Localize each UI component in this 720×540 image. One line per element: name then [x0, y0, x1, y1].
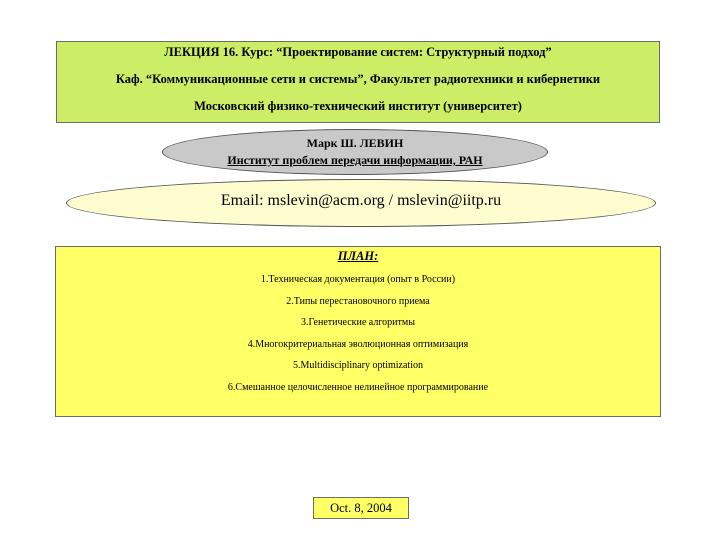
plan-item: 6.Смешанное целочисленное нелинейное программирование	[227, 381, 489, 393]
plan-item: 5.Multidisciplinary optimization	[293, 360, 423, 372]
plan-item: 1.Техническая документация (опыт в России)	[260, 274, 456, 285]
university-line: Московский физико-технический институт (университет)	[194, 99, 522, 113]
plan-item: 2.Типы перестановочного приема	[286, 295, 430, 307]
date-box: Oct. 8, 2004	[313, 497, 409, 519]
plan-item: 3.Генетические алгоритмы	[301, 317, 415, 329]
email-text: Email: mslevin@acm.org / mslevin@iitp.ru	[220, 192, 502, 209]
lecture-header	[56, 41, 660, 123]
plan-item: 4.Многокритериальная эволюционная оптимизация	[247, 338, 469, 350]
author-name: Марк Ш. ЛЕВИН	[306, 136, 404, 150]
plan-title: ПЛАН:	[337, 249, 379, 263]
lecture-title: ЛЕКЦИЯ 16. Курс: “Проектирование систем: Структурный подход”	[164, 45, 552, 59]
department-line: Каф. “Коммуникационные сети и системы”, Факультет радиотехники и кибернетики	[115, 72, 601, 86]
plan-list	[55, 272, 661, 402]
author-institute: Институт проблем передачи информации, РАН	[227, 153, 483, 167]
